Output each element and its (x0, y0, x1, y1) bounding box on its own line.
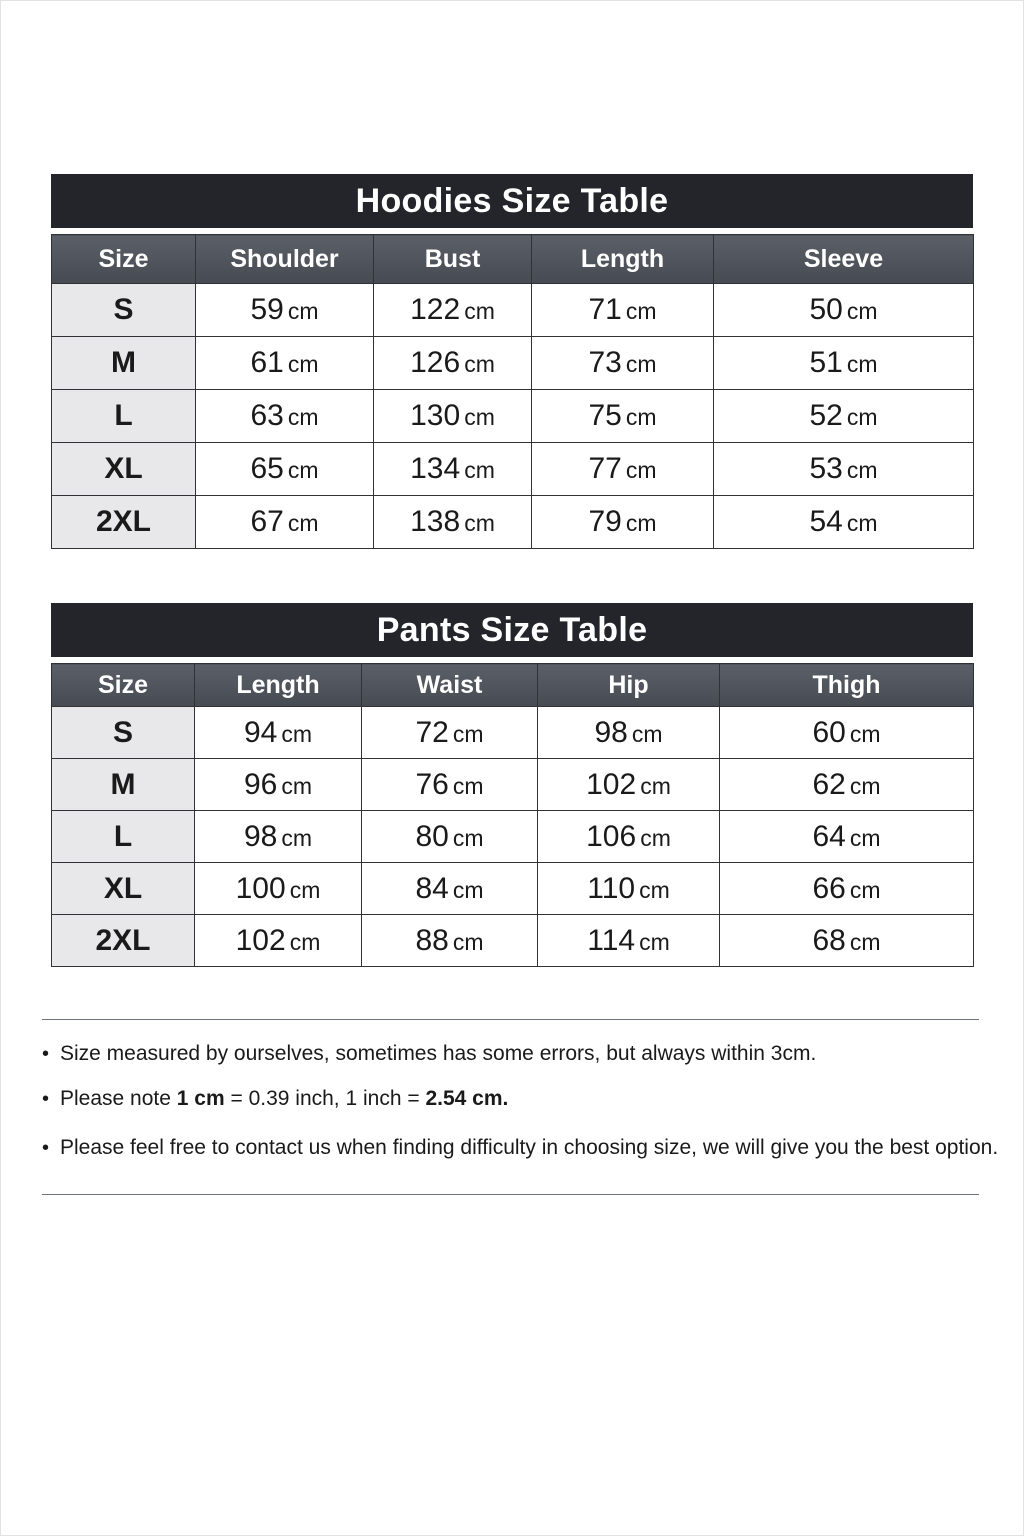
measurement-cell (532, 284, 714, 337)
measurement-unit: cm (464, 510, 495, 536)
measurement-unit: cm (849, 876, 881, 903)
table-row (52, 863, 974, 915)
measurement-value: 130 (410, 399, 461, 432)
measurement-value: 102 (235, 923, 286, 957)
measurement-value: 110 (587, 871, 636, 905)
column-header-waist: Waist (362, 664, 538, 707)
table-row (52, 707, 974, 759)
measurement-cell (714, 390, 974, 443)
size-label: XL (52, 863, 195, 915)
hoodies-size-table (51, 234, 974, 549)
measurement-unit: cm (452, 824, 484, 851)
measurement-value: 114 (587, 923, 636, 957)
measurement-unit: cm (281, 824, 313, 851)
measurement-cell (538, 811, 720, 863)
measurement-cell (720, 811, 974, 863)
measurement-value: 98 (594, 715, 628, 749)
note-bold-cm: 1 cm (176, 1087, 225, 1110)
measurement-cell (714, 496, 974, 549)
pants-size-table (51, 663, 974, 967)
measurement-cell (362, 707, 538, 759)
measurement-unit: cm (464, 404, 495, 430)
measurement-value: 102 (586, 767, 637, 801)
measurement-unit: cm (849, 824, 881, 851)
size-label: 2XL (52, 915, 195, 967)
column-header-size: Size (52, 664, 195, 707)
measurement-unit: cm (846, 510, 878, 536)
measurement-unit: cm (464, 457, 495, 483)
measurement-value: 96 (243, 767, 278, 801)
measurement-value: 64 (812, 819, 846, 853)
measurement-cell (362, 863, 538, 915)
pants-table-header (52, 664, 974, 707)
size-label: M (52, 759, 195, 811)
measurement-unit: cm (287, 404, 319, 430)
column-header-size: Size (52, 235, 196, 284)
column-header-length: Length (532, 235, 714, 284)
measurement-unit: cm (464, 351, 495, 377)
measurement-unit: cm (287, 457, 319, 483)
measurement-cell (362, 759, 538, 811)
measurement-value: 77 (588, 452, 622, 485)
measurement-unit: cm (625, 351, 657, 377)
size-label: S (52, 284, 196, 337)
measurement-cell (374, 496, 532, 549)
measurement-value: 98 (243, 819, 278, 853)
measurement-cell (538, 863, 720, 915)
measurement-value: 50 (809, 293, 843, 326)
column-header-length: Length (195, 664, 362, 707)
measurement-unit: cm (625, 298, 657, 324)
measurement-value: 106 (586, 819, 637, 853)
measurement-value: 138 (410, 505, 461, 538)
measurement-value: 75 (588, 399, 622, 432)
measurement-cell (196, 496, 374, 549)
measurement-unit: cm (849, 720, 881, 747)
measurement-value: 79 (588, 505, 622, 538)
column-header-bust: Bust (374, 235, 532, 284)
table-row (52, 759, 974, 811)
measurement-unit: cm (639, 928, 670, 955)
measurement-unit: cm (289, 876, 321, 903)
measurement-cell (538, 915, 720, 967)
measurement-unit: cm (281, 772, 313, 799)
column-header-sleeve: Sleeve (714, 235, 974, 284)
note-measurement-error (42, 1036, 982, 1072)
measurement-cell (195, 811, 362, 863)
measurement-unit: cm (287, 510, 319, 536)
measurement-cell (374, 443, 532, 496)
measurement-unit: cm (281, 720, 313, 747)
measurement-unit: cm (846, 404, 878, 430)
table-row (52, 337, 974, 390)
notes-top-divider (42, 1019, 979, 1020)
measurement-value: 126 (410, 346, 461, 379)
measurement-value: 67 (250, 505, 284, 538)
measurement-unit: cm (452, 772, 484, 799)
size-label: 2XL (52, 496, 196, 549)
table-row (52, 443, 974, 496)
measurement-value: 54 (809, 505, 843, 538)
table-row (52, 390, 974, 443)
measurement-cell (195, 863, 362, 915)
measurement-unit: cm (631, 720, 663, 747)
measurement-cell (538, 759, 720, 811)
measurement-cell (362, 915, 538, 967)
measurement-unit: cm (625, 404, 657, 430)
measurement-value: 63 (250, 399, 284, 432)
size-label: L (52, 811, 195, 863)
measurement-cell (196, 337, 374, 390)
measurement-cell (532, 496, 714, 549)
bullet-icon: • (42, 1088, 50, 1110)
note-text: Size measured by ourselves, sometimes has some errors, but always within 3cm. (60, 1042, 817, 1065)
bullet-icon: • (42, 1043, 50, 1065)
measurement-value: 53 (809, 452, 843, 485)
size-label: S (52, 707, 195, 759)
measurement-cell (195, 707, 362, 759)
measurement-cell (532, 390, 714, 443)
measurement-value: 61 (250, 346, 284, 379)
measurement-value: 68 (812, 923, 846, 957)
measurement-unit: cm (849, 928, 881, 955)
table-row (52, 284, 974, 337)
measurement-unit: cm (846, 298, 878, 324)
size-label: XL (52, 443, 196, 496)
measurement-cell (532, 337, 714, 390)
header-row (52, 664, 974, 707)
measurement-cell (720, 759, 974, 811)
measurement-cell (720, 863, 974, 915)
measurement-unit: cm (625, 457, 657, 483)
measurement-value: 52 (809, 399, 843, 432)
measurement-value: 84 (415, 871, 449, 905)
note-text: Please feel free to contact us when finding difficulty in choosing size, we will give you the best option. (60, 1136, 999, 1159)
pants-size-table-block (51, 603, 973, 967)
measurement-cell (374, 390, 532, 443)
table-row (52, 496, 974, 549)
pants-table-body (52, 707, 974, 967)
measurement-cell (720, 707, 974, 759)
measurement-value: 88 (415, 923, 449, 957)
table-row (52, 811, 974, 863)
measurement-value: 73 (588, 346, 622, 379)
header-row (52, 235, 974, 284)
measurement-cell (374, 337, 532, 390)
column-header-hip: Hip (538, 664, 720, 707)
measurement-cell (532, 443, 714, 496)
measurement-unit: cm (846, 351, 878, 377)
hoodies-table-body (52, 284, 974, 549)
measurement-value: 80 (415, 819, 449, 853)
hoodies-table-header (52, 235, 974, 284)
measurement-cell (374, 284, 532, 337)
measurement-value: 71 (588, 293, 622, 326)
hoodies-size-table-block (51, 174, 973, 549)
measurement-value: 60 (812, 715, 846, 749)
measurement-cell (362, 811, 538, 863)
measurement-cell (196, 284, 374, 337)
size-label: M (52, 337, 196, 390)
measurement-cell (714, 337, 974, 390)
pants-table-title: Pants Size Table (51, 603, 973, 657)
measurement-value: 72 (415, 715, 449, 749)
measurement-cell (196, 443, 374, 496)
size-label: L (52, 390, 196, 443)
note-text-middle: = 0.39 inch, 1 inch = (224, 1087, 426, 1110)
measurement-value: 100 (235, 871, 286, 905)
table-row (52, 915, 974, 967)
measurement-unit: cm (639, 876, 670, 903)
hoodies-table-title: Hoodies Size Table (51, 174, 973, 228)
measurement-cell (714, 443, 974, 496)
measurement-unit: cm (849, 772, 881, 799)
note-bold-inch: 2.54 cm. (425, 1087, 509, 1110)
measurement-unit: cm (287, 298, 319, 324)
measurement-cell (714, 284, 974, 337)
measurement-cell (195, 759, 362, 811)
measurement-value: 134 (410, 452, 461, 485)
measurement-value: 59 (250, 293, 284, 326)
measurement-unit: cm (640, 772, 671, 799)
measurement-unit: cm (452, 928, 484, 955)
measurement-value: 65 (250, 452, 284, 485)
measurement-unit: cm (464, 298, 495, 324)
note-text-prefix: Please note (60, 1087, 177, 1110)
size-notes (42, 1036, 999, 1166)
column-header-thigh: Thigh (720, 664, 974, 707)
measurement-cell (196, 390, 374, 443)
measurement-value: 122 (410, 293, 461, 326)
measurement-cell (195, 915, 362, 967)
note-contact-us (42, 1130, 999, 1166)
measurement-unit: cm (287, 351, 319, 377)
measurement-unit: cm (289, 928, 321, 955)
measurement-unit: cm (452, 720, 484, 747)
measurement-value: 51 (809, 346, 843, 379)
measurement-unit: cm (640, 824, 671, 851)
column-header-shoulder: Shoulder (196, 235, 374, 284)
notes-bottom-divider (42, 1194, 979, 1195)
measurement-unit: cm (625, 510, 657, 536)
note-unit-conversion (42, 1081, 982, 1117)
measurement-unit: cm (452, 876, 484, 903)
measurement-value: 66 (812, 871, 846, 905)
measurement-cell (720, 915, 974, 967)
measurement-value: 94 (243, 715, 278, 749)
measurement-value: 62 (812, 767, 846, 801)
measurement-cell (538, 707, 720, 759)
measurement-unit: cm (846, 457, 878, 483)
measurement-value: 76 (415, 767, 449, 801)
bullet-icon: • (42, 1137, 50, 1159)
